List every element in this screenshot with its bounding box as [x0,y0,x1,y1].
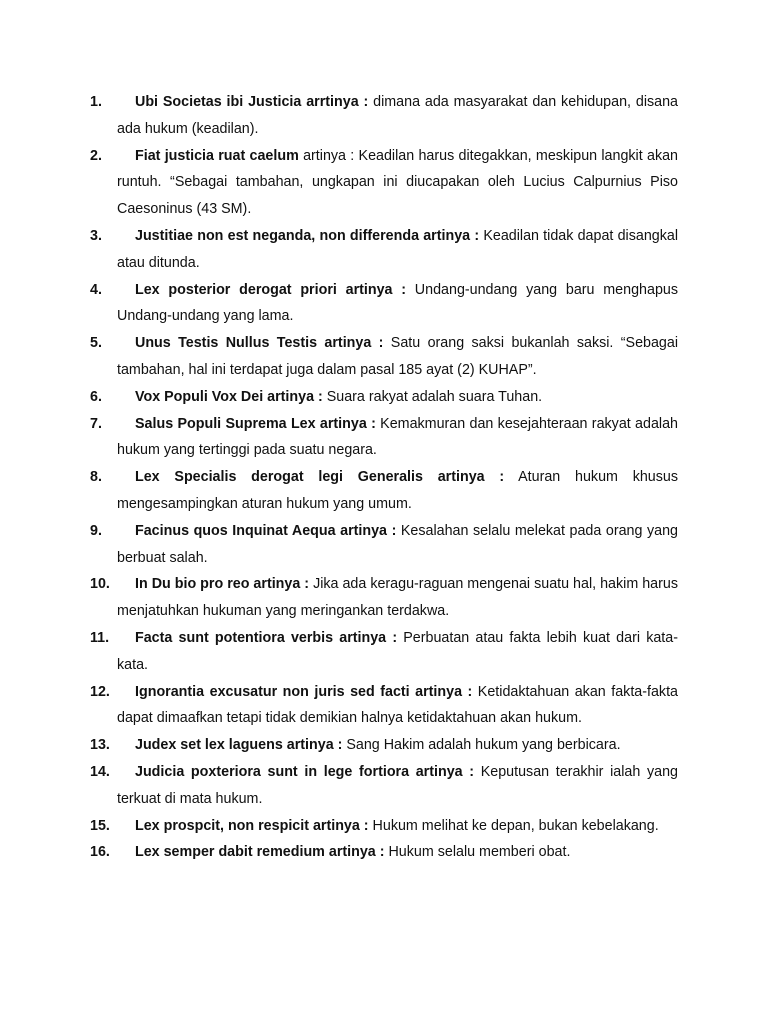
item-number: 2. [90,147,102,164]
item-number: 16. [90,844,110,861]
item-number: 12. [90,683,110,700]
list-item [90,411,678,465]
item-number: 11. [90,629,110,646]
maxim-term: Lex semper dabit remedium artinya : [135,844,385,861]
maxim-meaning: Undang-undang yang baru menghapus Undang-undang yang lama. [117,281,678,325]
list-item [90,330,678,384]
maxim-term: Justitiae non est neganda, non differenda artinya : [135,227,480,244]
list-item [90,223,678,277]
list-item [90,679,678,733]
maxim-meaning: Kemakmuran dan kesejahteraan rakyat adalah hukum yang tertinggi pada suatu negara. [117,415,678,459]
legal-maxims-list [90,89,678,866]
maxim-term: Vox Populi Vox Dei artinya : [135,388,323,405]
maxim-term: In Du bio pro reo artinya : [135,576,310,593]
item-number: 3. [90,227,102,244]
maxim-term: Ubi Societas ibi Justicia arrtinya : [135,94,369,110]
item-number: 4. [90,281,102,298]
maxim-meaning: Suara rakyat adalah suara Tuhan. [322,388,543,405]
maxim-term: Judex set lex laguens artinya : [135,737,343,754]
maxim-meaning: Keadilan tidak dapat disangkal atau ditunda. [117,227,679,271]
maxim-meaning: Hukum melihat ke depan, bukan kebelakang. [368,817,659,834]
maxim-meaning: Keputusan terakhir ialah yang terkuat di mata hukum. [117,763,678,807]
maxim-term: Judicia poxteriora sunt in lege fortiora artinya : [135,763,475,780]
item-number: 14. [90,763,110,780]
maxim-meaning: Aturan hukum khusus mengesampingkan aturan hukum yang umum. [117,469,679,512]
item-number: 6. [90,388,102,405]
maxim-term: Lex posterior derogat priori artinya : [135,281,407,298]
maxim-meaning: dimana ada masyarakat dan kehidupan, disana ada hukum (keadilan). [117,94,678,137]
maxim-term: Unus Testis Nullus Testis artinya : [135,335,384,352]
item-number: 9. [90,522,102,539]
maxim-term: Facta sunt potentiora verbis artinya : [135,629,398,646]
list-item [90,277,678,331]
list-item [90,384,678,411]
list-item [90,89,678,143]
maxim-term: Salus Populi Suprema Lex artinya : [135,415,376,432]
item-number: 7. [90,415,102,432]
list-item [90,571,678,625]
list-item [90,813,678,840]
list-item [90,839,678,866]
maxim-term: Fiat justicia ruat caelum [135,147,299,164]
item-number: 8. [90,469,102,486]
list-item [90,625,678,679]
maxim-meaning: Jika ada keragu-raguan mengenai suatu hal, hakim harus menjatuhkan hukuman yang meringankan terdakwa. [117,576,678,620]
maxim-meaning: Perbuatan atau fakta lebih kuat dari kata-kata. [117,629,678,673]
item-number: 13. [90,737,110,754]
list-item [90,464,678,518]
maxim-meaning: Hukum selalu memberi obat. [384,844,571,861]
list-item [90,732,678,759]
maxim-meaning: artinya : Keadilan harus ditegakkan, meskipun langkit akan runtuh. “Sebagai tambahan, ungkapan ini diucapakan oleh Lucius Calpurnius Piso Caesoninus (43 SM). [117,147,678,218]
item-number: 10. [90,576,110,593]
maxim-term: Lex prospcit, non respicit artinya : [135,817,369,834]
list-item [90,759,678,813]
maxim-meaning: Sang Hakim adalah hukum yang berbicara. [342,737,621,754]
maxim-meaning: Ketidaktahuan akan fakta-fakta dapat dimaafkan tetapi tidak demikian halnya ketidaktahuan akan hukum. [117,683,678,727]
maxim-term: Lex Specialis derogat legi Generalis artinya : [135,469,505,486]
maxim-meaning: Satu orang saksi bukanlah saksi. “Sebagai tambahan, hal ini terdapat juga dalam pasal 185 ayat (2) KUHAP”. [117,335,678,378]
maxim-meaning: Kesalahan selalu melekat pada orang yang berbuat salah. [117,522,678,566]
maxim-term: Facinus quos Inquinat Aequa artinya : [135,522,397,539]
maxim-term: Ignorantia excusatur non juris sed facti artinya : [135,683,473,700]
item-number: 1. [90,94,102,110]
list-item [90,143,678,223]
item-number: 5. [90,335,102,352]
list-item [90,518,678,572]
item-number: 15. [90,817,110,834]
